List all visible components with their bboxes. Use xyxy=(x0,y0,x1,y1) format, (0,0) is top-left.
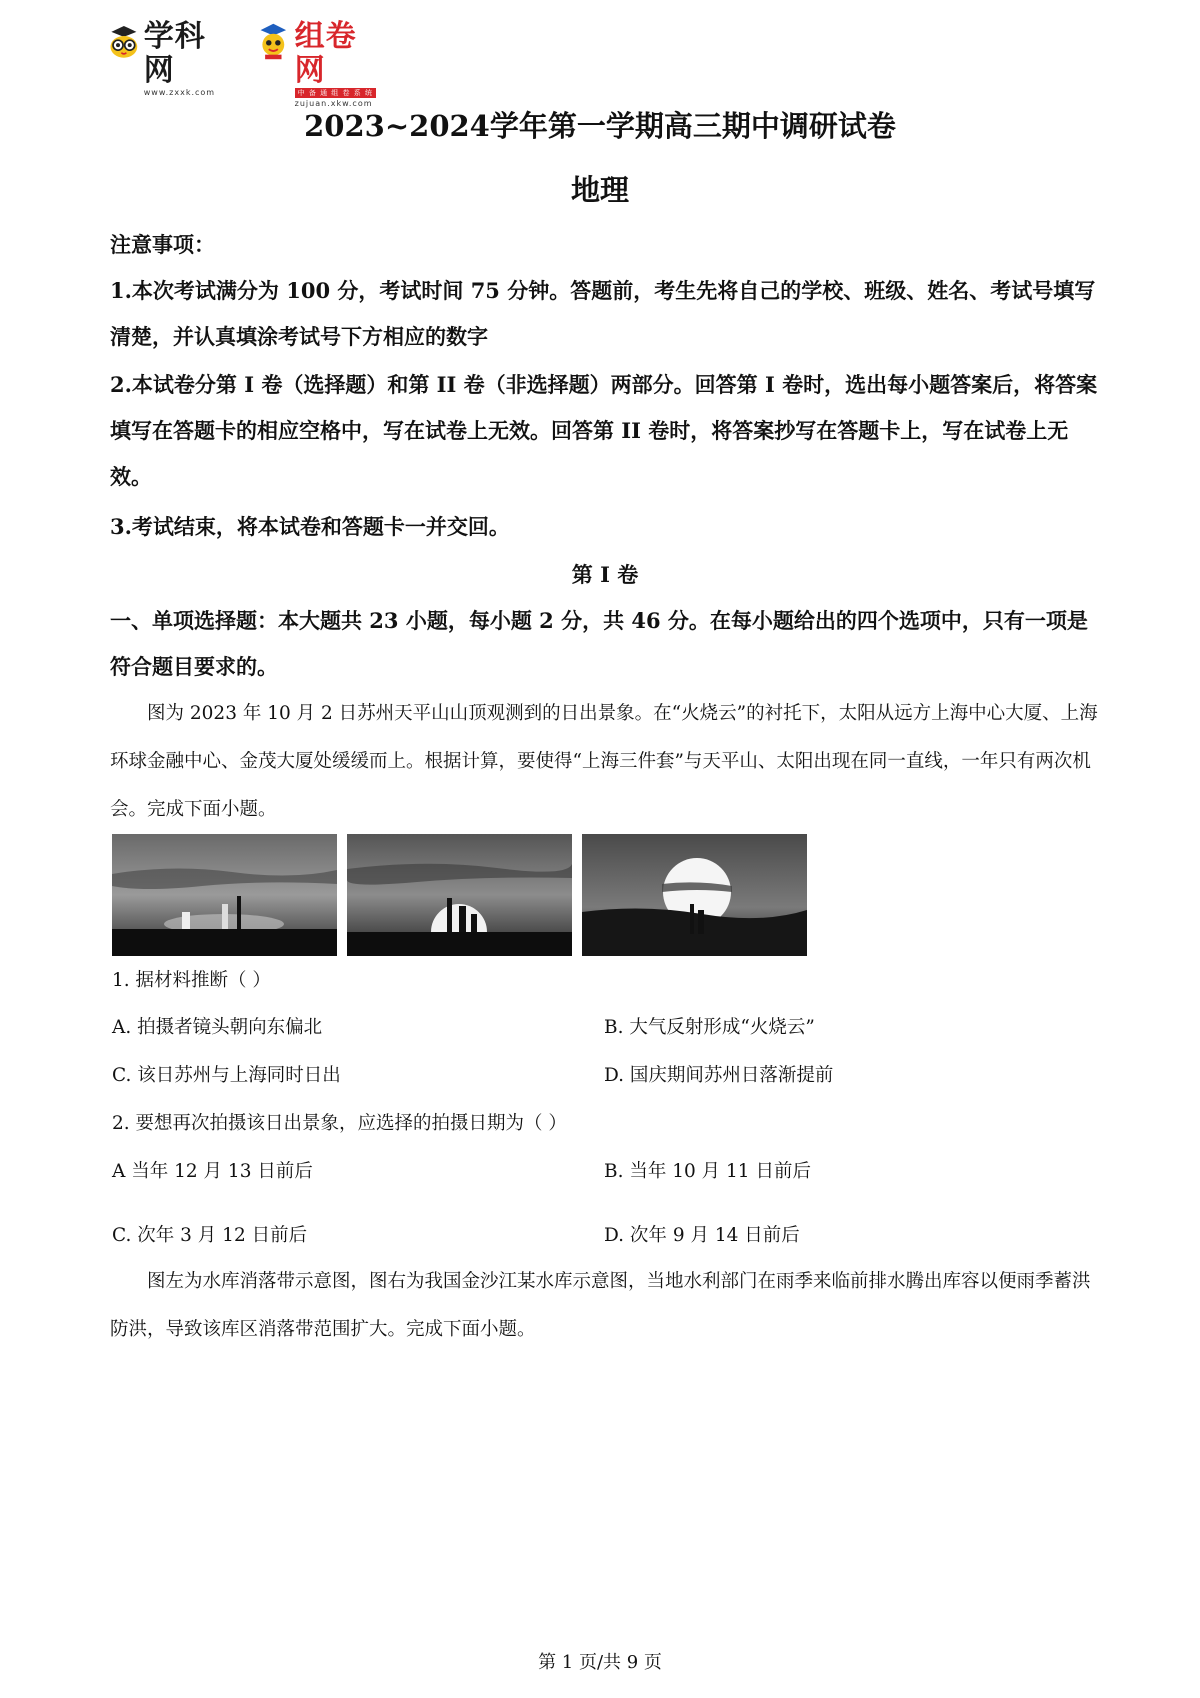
zujuan-logo-badge: 中 备 通 组 卷 系 统 xyxy=(295,88,376,98)
exam-subject: 地理 xyxy=(570,173,629,207)
material-1: 图为 2023 年 10 月 2 日苏州天平山山顶观测到的日出景象。在“火烧云”的衬托下，太阳从远方上海中心大厦、上海环球金融中心、金茂大厦处缓缓而上。根据计算，要使得“上海三件套”与天平山、太阳出现在同一直线，一年只有两次机会。完成下面小题。 xyxy=(110,703,1098,820)
page-number: 第 1 页/共 9 页 xyxy=(538,1652,662,1673)
question-2-option-a[interactable]: A 当年 12 月 13 日前后 xyxy=(112,1161,313,1182)
question-2-option-c[interactable]: C. 次年 3 月 12 日前后 xyxy=(112,1225,308,1246)
sunrise-photos xyxy=(112,834,807,956)
exam-title: 2023~2024学年第一学期高三期中调研试卷 xyxy=(304,109,896,143)
notice-item-2: 2.本试卷分第 I 卷（选择题）和第 II 卷（非选择题）两部分。回答第 I 卷时，选出每小题答案后，将答案填写在答题卡的相应空格中，写在试卷上无效。回答第 II 卷时，将答案抄写在答题卡上，写在试卷上无效。 xyxy=(110,372,1098,489)
question-1-option-c[interactable]: C. 该日苏州与上海同时日出 xyxy=(112,1065,341,1086)
question-1-option-d[interactable]: D. 国庆期间苏州日落渐提前 xyxy=(604,1065,834,1086)
notice-item-1: 1.本次考试满分为 100 分，考试时间 75 分钟。答题前，考生先将自己的学校、班级、姓名、考试号填写清楚，并认真填涂考试号下方相应的数字 xyxy=(110,278,1096,349)
question-1-stem: 1. 据材料推断（ ） xyxy=(112,970,271,991)
question-1-option-a[interactable]: A. 拍摄者镜头朝向东偏北 xyxy=(112,1017,323,1038)
question-2-option-d[interactable]: D. 次年 9 月 14 日前后 xyxy=(604,1225,800,1246)
question-2-stem: 2. 要想再次拍摄该日出景象，应选择的拍摄日期为（ ） xyxy=(112,1113,567,1134)
zujuan-logo-name: 组卷网 xyxy=(294,19,357,88)
notice-item-3: 3.考试结束，将本试卷和答题卡一并交回。 xyxy=(110,514,510,539)
notice-heading: 注意事项： xyxy=(110,232,215,257)
sunrise-photo-1 xyxy=(112,834,337,956)
material-2: 图左为水库消落带示意图，图右为我国金沙江某水库示意图，当地水利部门在雨季来临前排水腾出库容以便雨季蓄洪防洪，导致该库区消落带范围扩大。完成下面小题。 xyxy=(110,1271,1091,1340)
question-1-option-b[interactable]: B. 大气反射形成“火烧云” xyxy=(604,1017,815,1038)
zxxk-logo[interactable] xyxy=(108,20,221,97)
owl-mascot-icon xyxy=(108,20,140,62)
part-one-heading: 一、单项选择题：本大题共 23 小题，每小题 2 分，共 46 分。在每小题给出的四个选项中，只有一项是符合题目要求的。 xyxy=(110,608,1088,679)
zxxk-logo-name: 学科网 xyxy=(143,19,206,88)
zujuan-logo[interactable] xyxy=(256,20,379,108)
volume-heading: 第 I 卷 xyxy=(571,562,639,587)
sunrise-photo-2 xyxy=(347,834,572,956)
zujuan-logo-url: zujuan.xkw.com xyxy=(294,99,373,108)
student-mascot-icon xyxy=(256,20,291,62)
zxxk-logo-url: www.zxxk.com xyxy=(143,88,216,97)
sunrise-photo-3 xyxy=(582,834,807,956)
question-2-option-b[interactable]: B. 当年 10 月 11 日前后 xyxy=(604,1161,811,1182)
